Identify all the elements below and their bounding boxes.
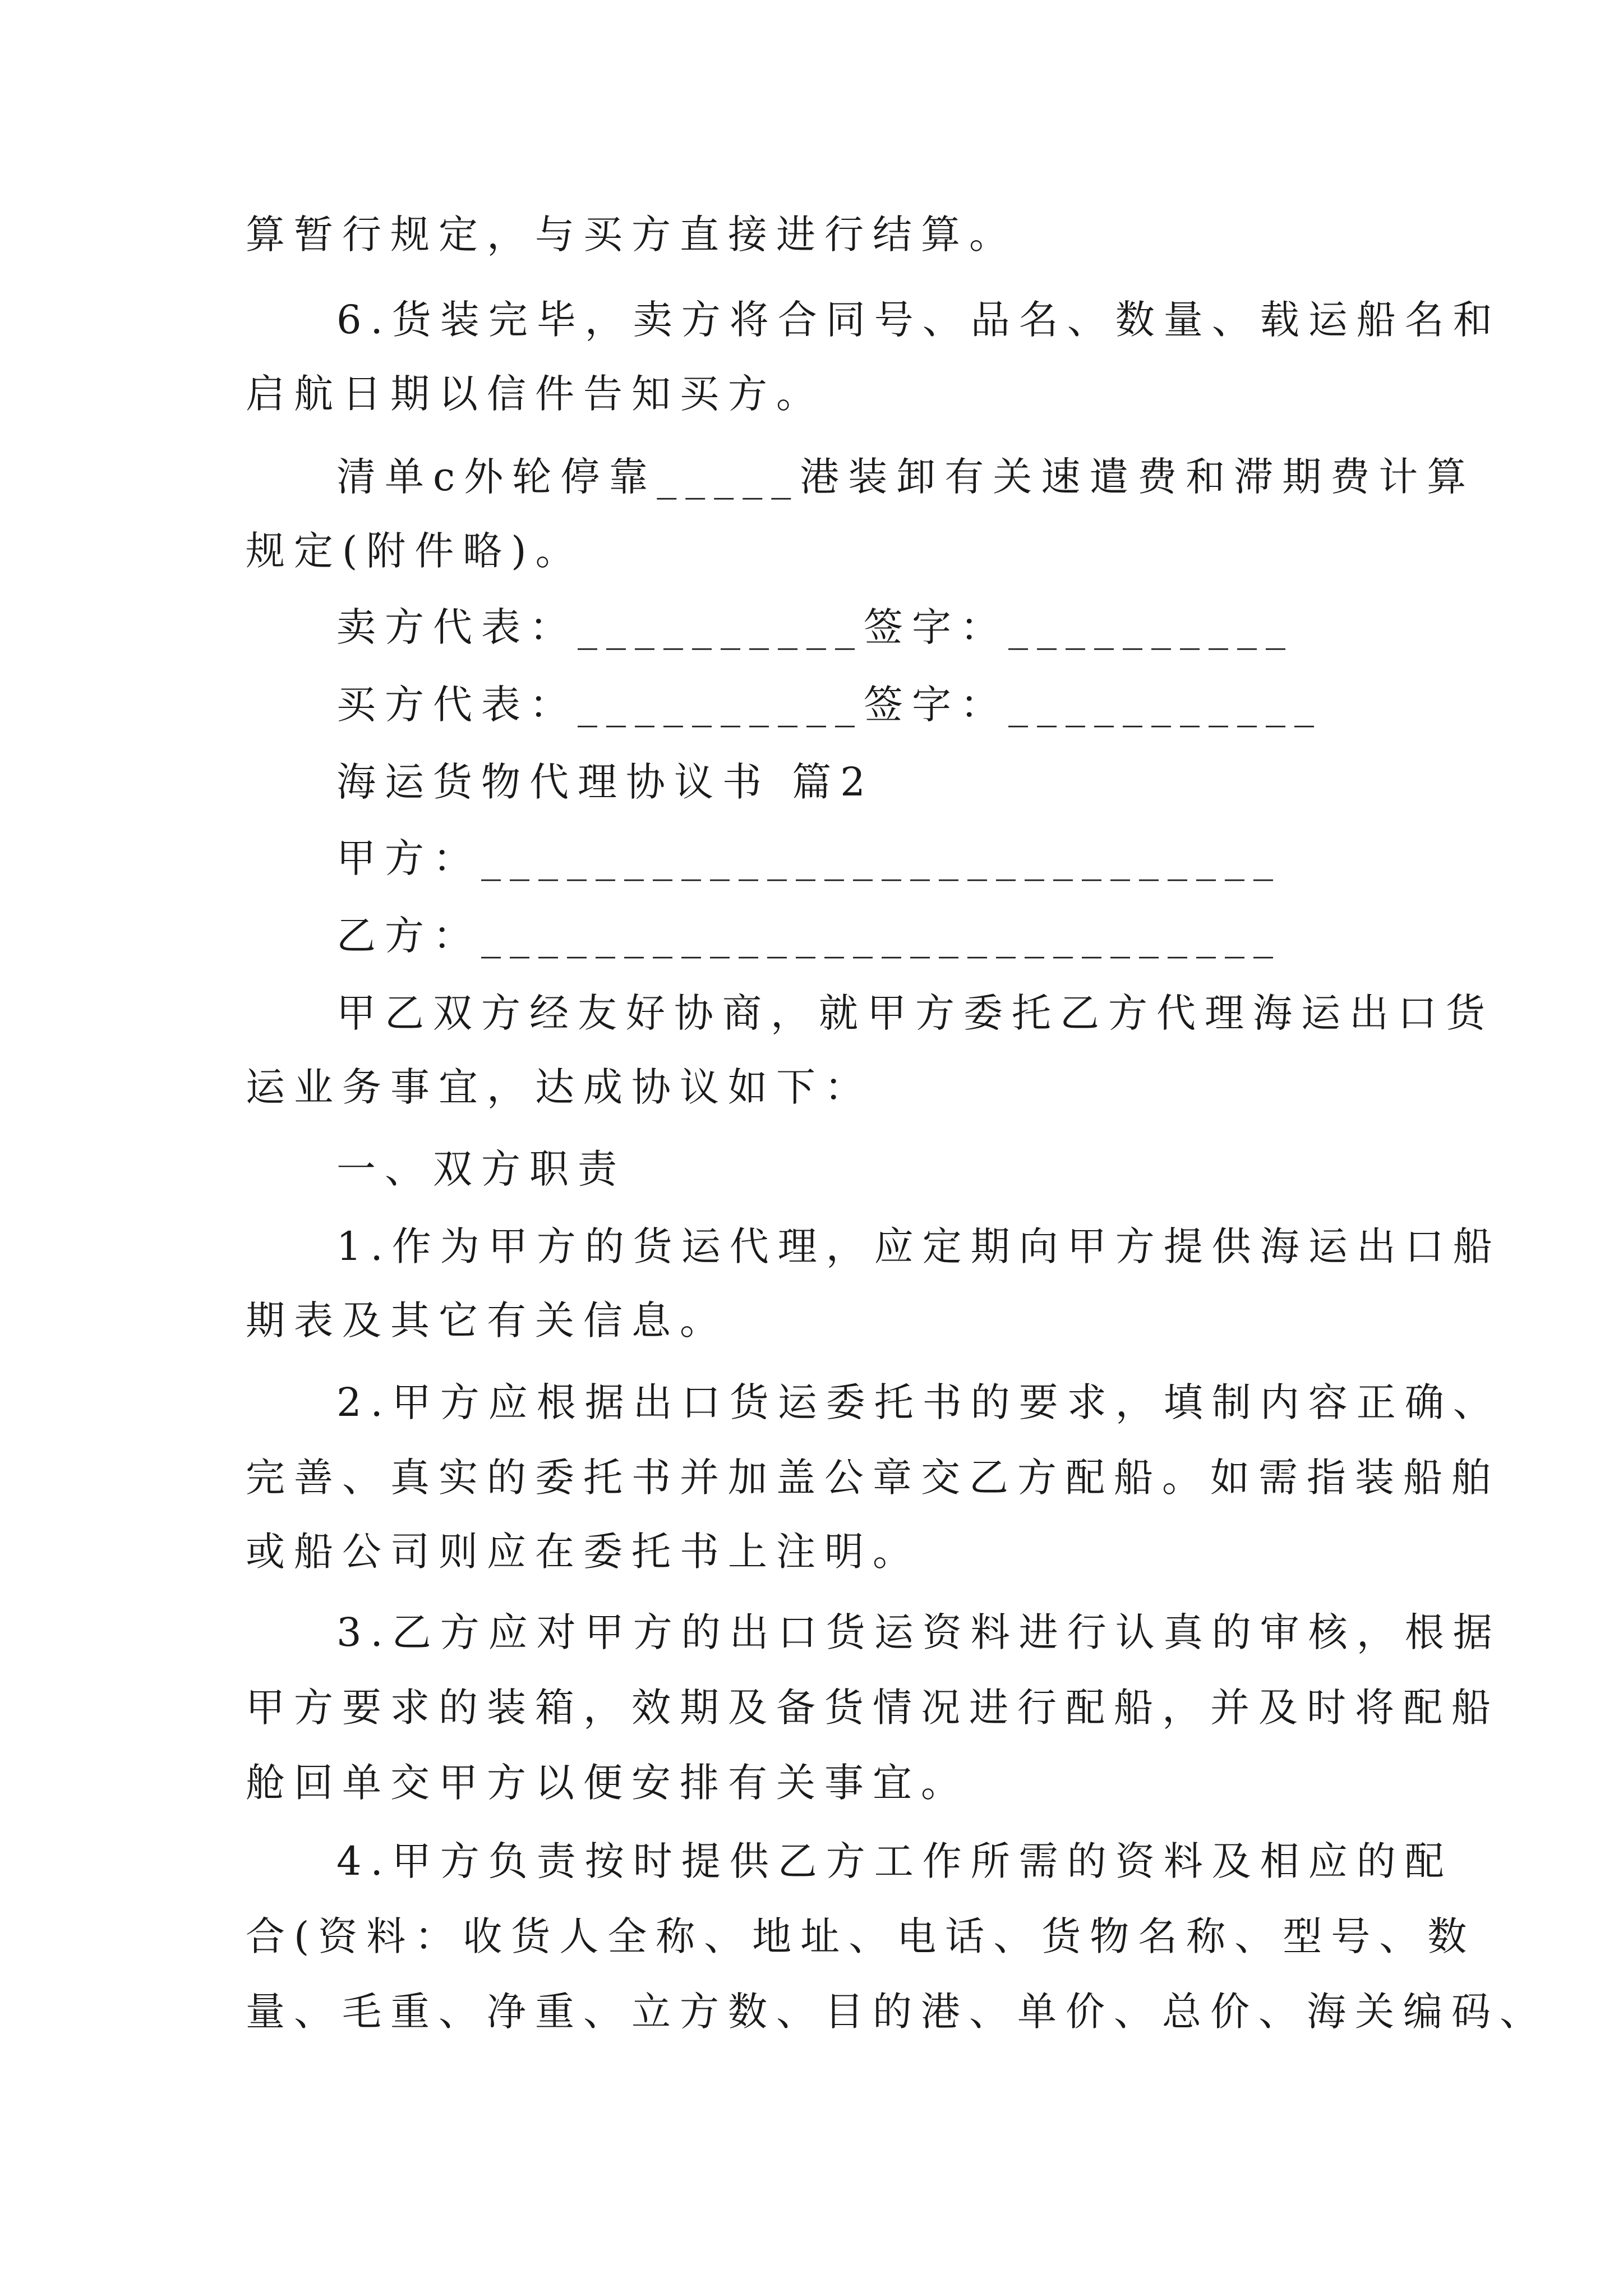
text-line: 清单c外轮停靠_____港装卸有关速遣费和滞期费计算: [336, 454, 1476, 500]
text-line: 甲方要求的装箱，效期及备货情况进行配船，并及时将配船: [246, 1685, 1500, 1731]
text-line: 完善、真实的委托书并加盖公章交乙方配船。如需指装船舶: [246, 1455, 1500, 1501]
section-heading: 一、双方职责: [336, 1146, 626, 1192]
text-line: 启航日期以信件告知买方。: [246, 371, 824, 417]
text-line: 算暂行规定，与买方直接进行结算。: [246, 211, 1017, 257]
text-line: 规定(附件略)。: [246, 528, 584, 574]
text-line: 期表及其它有关信息。: [246, 1297, 728, 1343]
text-line: 3.乙方应对甲方的出口货运资料进行认真的审核，根据: [336, 1609, 1501, 1655]
text-line: 6.货装完毕，卖方将合同号、品名、数量、载运船名和: [336, 297, 1501, 343]
party-b-line: 乙方：____________________________: [336, 913, 1282, 959]
buyer-signature-line: 买方代表：__________签字：___________: [336, 682, 1323, 728]
text-line: 4.甲方负责按时提供乙方工作所需的资料及相应的配: [336, 1838, 1453, 1884]
party-a-line: 甲方：____________________________: [336, 835, 1282, 881]
text-line: 合(资料：收货人全称、地址、电话、货物名称、型号、数: [246, 1913, 1476, 1959]
text-line: 甲乙双方经友好协商，就甲方委托乙方代理海运出口货: [336, 990, 1494, 1036]
section-title: 海运货物代理协议书 篇2: [336, 759, 874, 805]
text-line: 运业务事宜，达成协议如下：: [246, 1064, 873, 1110]
text-line: 2.甲方应根据出口货运委托书的要求，填制内容正确、: [336, 1379, 1501, 1425]
seller-signature-line: 卖方代表：__________签字：__________: [336, 604, 1294, 650]
text-line: 1.作为甲方的货运代理，应定期向甲方提供海运出口船: [336, 1223, 1501, 1269]
text-line: 量、毛重、净重、立方数、目的港、单价、总价、海关编码、: [246, 1989, 1548, 2035]
text-line: 舱回单交甲方以便安排有关事宜。: [246, 1760, 969, 1806]
text-line: 或船公司则应在委托书上注明。: [246, 1529, 921, 1575]
